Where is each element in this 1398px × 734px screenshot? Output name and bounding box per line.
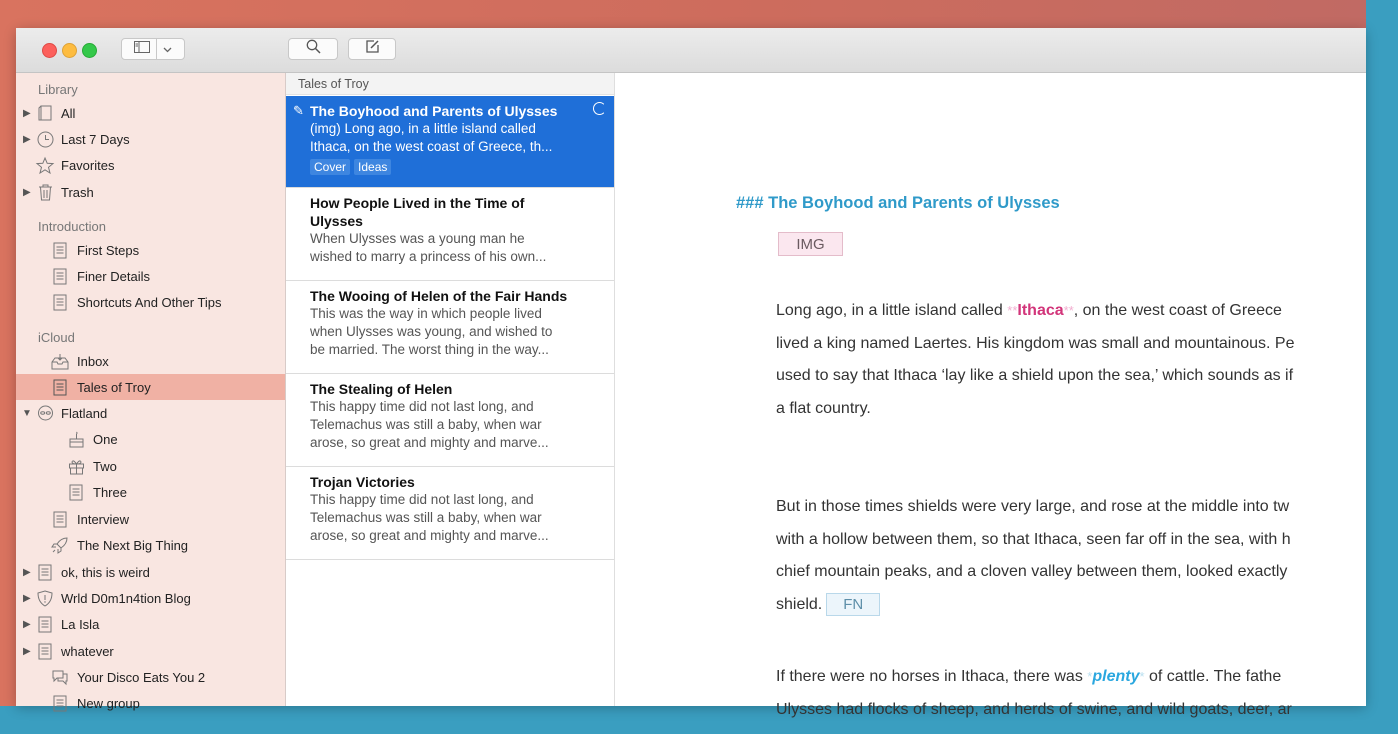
note-title: The Boyhood and Parents of Ulysses: [310, 103, 558, 119]
paragraph-1: [776, 295, 1295, 426]
sidebar-item-first-steps[interactable]: [16, 237, 285, 263]
chevron-down-icon: [163, 40, 172, 58]
disclosure-triangle-icon[interactable]: ▶: [23, 133, 31, 145]
note-title: How People Lived in the Time of: [310, 195, 525, 211]
notebook-icon: [36, 104, 54, 122]
sidebar-item-label: New group: [77, 695, 140, 711]
star-icon: [36, 156, 54, 174]
new-note-button[interactable]: [348, 38, 396, 60]
sidebar-item-label: La Isla: [61, 616, 100, 632]
sidebar-item-shortcuts[interactable]: [16, 289, 285, 315]
section-header-icloud: iCloud: [38, 330, 75, 345]
sidebar-item-label: First Steps: [77, 242, 140, 258]
note-preview-line: When Ulysses was a young man he: [310, 231, 525, 246]
document-icon: [51, 378, 69, 396]
text-line: a flat country.: [776, 400, 871, 418]
note-preview-line: arose, so great and mighty and marve...: [310, 528, 549, 543]
text-line: lived a king named Laertes. His kingdom was small and mountainous. Pe: [776, 334, 1295, 352]
document-icon: [51, 267, 69, 285]
note-title: The Wooing of Helen of the Fair Hands: [310, 288, 568, 304]
sidebar-item-la-isla[interactable]: [16, 611, 285, 637]
sidebar-item-label: Inbox: [77, 353, 109, 369]
shield-icon: [36, 589, 54, 607]
note-preview-line: Ithaca, on the west coast of Greece, th...: [310, 139, 553, 154]
sidebar-item-wrld-blog[interactable]: [16, 585, 285, 611]
zoom-window-button[interactable]: [82, 43, 97, 58]
desktop-edge-right: [1366, 0, 1398, 734]
note-list-item[interactable]: [286, 188, 614, 281]
clock-icon: [36, 130, 54, 148]
note-list-item[interactable]: [286, 96, 614, 188]
italic-text: plenty: [1092, 668, 1140, 685]
search-button[interactable]: [288, 38, 338, 60]
sidebar-item-label: Your Disco Eats You 2: [77, 669, 206, 685]
note-preview-line: Telemachus was still a baby, when war: [310, 510, 542, 525]
sidebar-item-label: Flatland: [61, 405, 108, 421]
sidebar-item-label: ok, this is weird: [61, 564, 150, 580]
sidebar-item-label: Last 7 Days: [61, 131, 130, 147]
document-icon: [36, 642, 54, 660]
note-tag[interactable]: Ideas: [354, 159, 391, 175]
trash-icon: [36, 183, 54, 201]
sidebar-item-label: Finer Details: [77, 268, 150, 284]
text-line: Long ago, in a little island called **Ithaca**, on the west coast of Greece: [776, 302, 1282, 319]
sidebar-item-finer-details[interactable]: [16, 263, 285, 289]
text-line: If there were no horses in Ithaca, there was *plenty* of cattle. The fathe: [776, 668, 1282, 685]
sidebar-item-label: Tales of Troy: [77, 379, 151, 395]
sidebar-toggle-icon: [134, 40, 150, 58]
sidebar-item-label: Shortcuts And Other Tips: [77, 294, 222, 310]
sidebar-toggle-button[interactable]: [121, 38, 185, 60]
sidebar-item-inbox[interactable]: [16, 348, 285, 374]
document-icon: [36, 615, 54, 633]
sidebar-item-label: All: [61, 105, 76, 121]
paperclip-icon: ✎: [293, 103, 304, 118]
sidebar-item-label: One: [93, 431, 118, 447]
document-icon: [51, 694, 69, 712]
note-preview-line: wished to marry a princess of his own...: [310, 249, 547, 264]
note-title: The Stealing of Helen: [310, 381, 453, 397]
disclosure-triangle-icon[interactable]: ▶: [23, 566, 31, 578]
bold-text: Ithaca: [1017, 302, 1064, 319]
disclosure-triangle-icon[interactable]: ▶: [23, 186, 31, 198]
text-line: Ulysses had flocks of sheep, and herds of swine, and wild goats, deer, ar: [776, 700, 1292, 718]
note-list: [286, 73, 615, 706]
editor[interactable]: [615, 73, 1366, 718]
note-title: Trojan Victories: [310, 474, 415, 490]
sidebar-item-interview[interactable]: [16, 506, 285, 532]
sidebar-item-label: Two: [93, 458, 117, 474]
sidebar-item-trash[interactable]: [16, 179, 285, 205]
sidebar-item-one[interactable]: [16, 426, 285, 452]
sidebar-item-new-group[interactable]: [16, 690, 285, 716]
sidebar-item-whatever[interactable]: [16, 638, 285, 664]
paragraph-2: [776, 491, 1291, 622]
note-title: Ulysses: [310, 213, 363, 229]
sidebar-item-all[interactable]: [16, 100, 285, 126]
text-line: used to say that Ithaca ‘lay like a shield upon the sea,’ which sounds as if: [776, 367, 1294, 385]
text-line: But in those times shields were very large, and rose at the middle into tw: [776, 498, 1290, 515]
note-preview-line: (img) Long ago, in a little island called: [310, 121, 536, 136]
minimize-window-button[interactable]: [62, 43, 77, 58]
note-list-item[interactable]: [286, 281, 614, 374]
sidebar-item-label: whatever: [61, 643, 114, 659]
sidebar: [16, 73, 286, 711]
sidebar-item-label: The Next Big Thing: [77, 537, 189, 553]
disclosure-triangle-icon[interactable]: ▶: [23, 592, 31, 604]
rocket-icon: [51, 536, 69, 554]
compose-icon: [365, 39, 380, 59]
sidebar-item-label: Interview: [77, 511, 130, 527]
chat-icon: [51, 668, 69, 686]
sidebar-item-flatland[interactable]: [16, 400, 285, 426]
sidebar-item-weird[interactable]: [16, 559, 285, 585]
cake-icon: [67, 430, 85, 448]
note-list-item[interactable]: [286, 467, 614, 560]
note-preview-line: This happy time did not last long, and: [310, 399, 534, 414]
sidebar-item-label: Wrld D0m1n4tion Blog: [61, 590, 191, 606]
sidebar-item-last-7-days[interactable]: [16, 126, 285, 152]
note-preview-line: Telemachus was still a baby, when war: [310, 417, 542, 432]
gift-icon: [67, 457, 85, 475]
app-window: [16, 28, 1366, 718]
note-list-header: Tales of Troy: [286, 73, 614, 95]
section-header-library: Library: [38, 82, 78, 97]
sidebar-item-label: Favorites: [61, 157, 115, 173]
sidebar-item-favorites[interactable]: [16, 152, 285, 178]
note-preview-line: This was the way in which people lived: [310, 306, 542, 321]
document-icon: [36, 563, 54, 581]
alien-icon: [36, 404, 54, 422]
disclosure-triangle-icon[interactable]: ▶: [23, 107, 31, 119]
note-preview-line: arose, so great and mighty and marve...: [310, 435, 549, 450]
text-line: with a hollow between them, so that Ithaca, seen far off in the sea, with h: [776, 530, 1291, 548]
markdown-heading: ### The Boyhood and Parents of Ulysses: [736, 194, 1060, 212]
sidebar-item-two[interactable]: [16, 453, 285, 479]
sync-spinner-icon: [593, 102, 606, 115]
note-tag[interactable]: Cover: [310, 159, 350, 175]
disclosure-triangle-icon[interactable]: ▶: [23, 618, 31, 630]
disclosure-triangle-icon[interactable]: ▼: [22, 407, 32, 419]
text-line: chief mountain peaks, and a cloven valley between them, looked exactly: [776, 563, 1288, 581]
document-icon: [51, 510, 69, 528]
close-window-button[interactable]: [42, 43, 57, 58]
document-icon: [51, 241, 69, 259]
note-preview-line: when Ulysses was young, and wished to: [310, 324, 553, 339]
sidebar-item-next-big-thing[interactable]: [16, 532, 285, 558]
inbox-icon: [51, 352, 69, 370]
text-line: shield. FN: [776, 589, 1291, 622]
disclosure-triangle-icon[interactable]: ▶: [23, 645, 31, 657]
note-preview-line: This happy time did not last long, and: [310, 492, 534, 507]
sidebar-item-label: Three: [93, 484, 127, 500]
footnote-badge[interactable]: FN: [826, 593, 880, 616]
sidebar-item-three[interactable]: [16, 479, 285, 505]
image-badge[interactable]: IMG: [778, 232, 843, 256]
section-header-introduction: Introduction: [38, 219, 106, 234]
note-list-item[interactable]: [286, 374, 614, 467]
paragraph-3: [776, 661, 1292, 726]
note-preview-line: be married. The worst thing in the way...: [310, 342, 549, 357]
sidebar-item-disco[interactable]: [16, 664, 285, 690]
sidebar-item-label: Trash: [61, 184, 94, 200]
document-icon: [51, 293, 69, 311]
toolbar: [16, 28, 1366, 73]
search-icon: [306, 39, 321, 59]
document-icon: [67, 483, 85, 501]
sidebar-item-tales-of-troy[interactable]: [16, 374, 285, 400]
